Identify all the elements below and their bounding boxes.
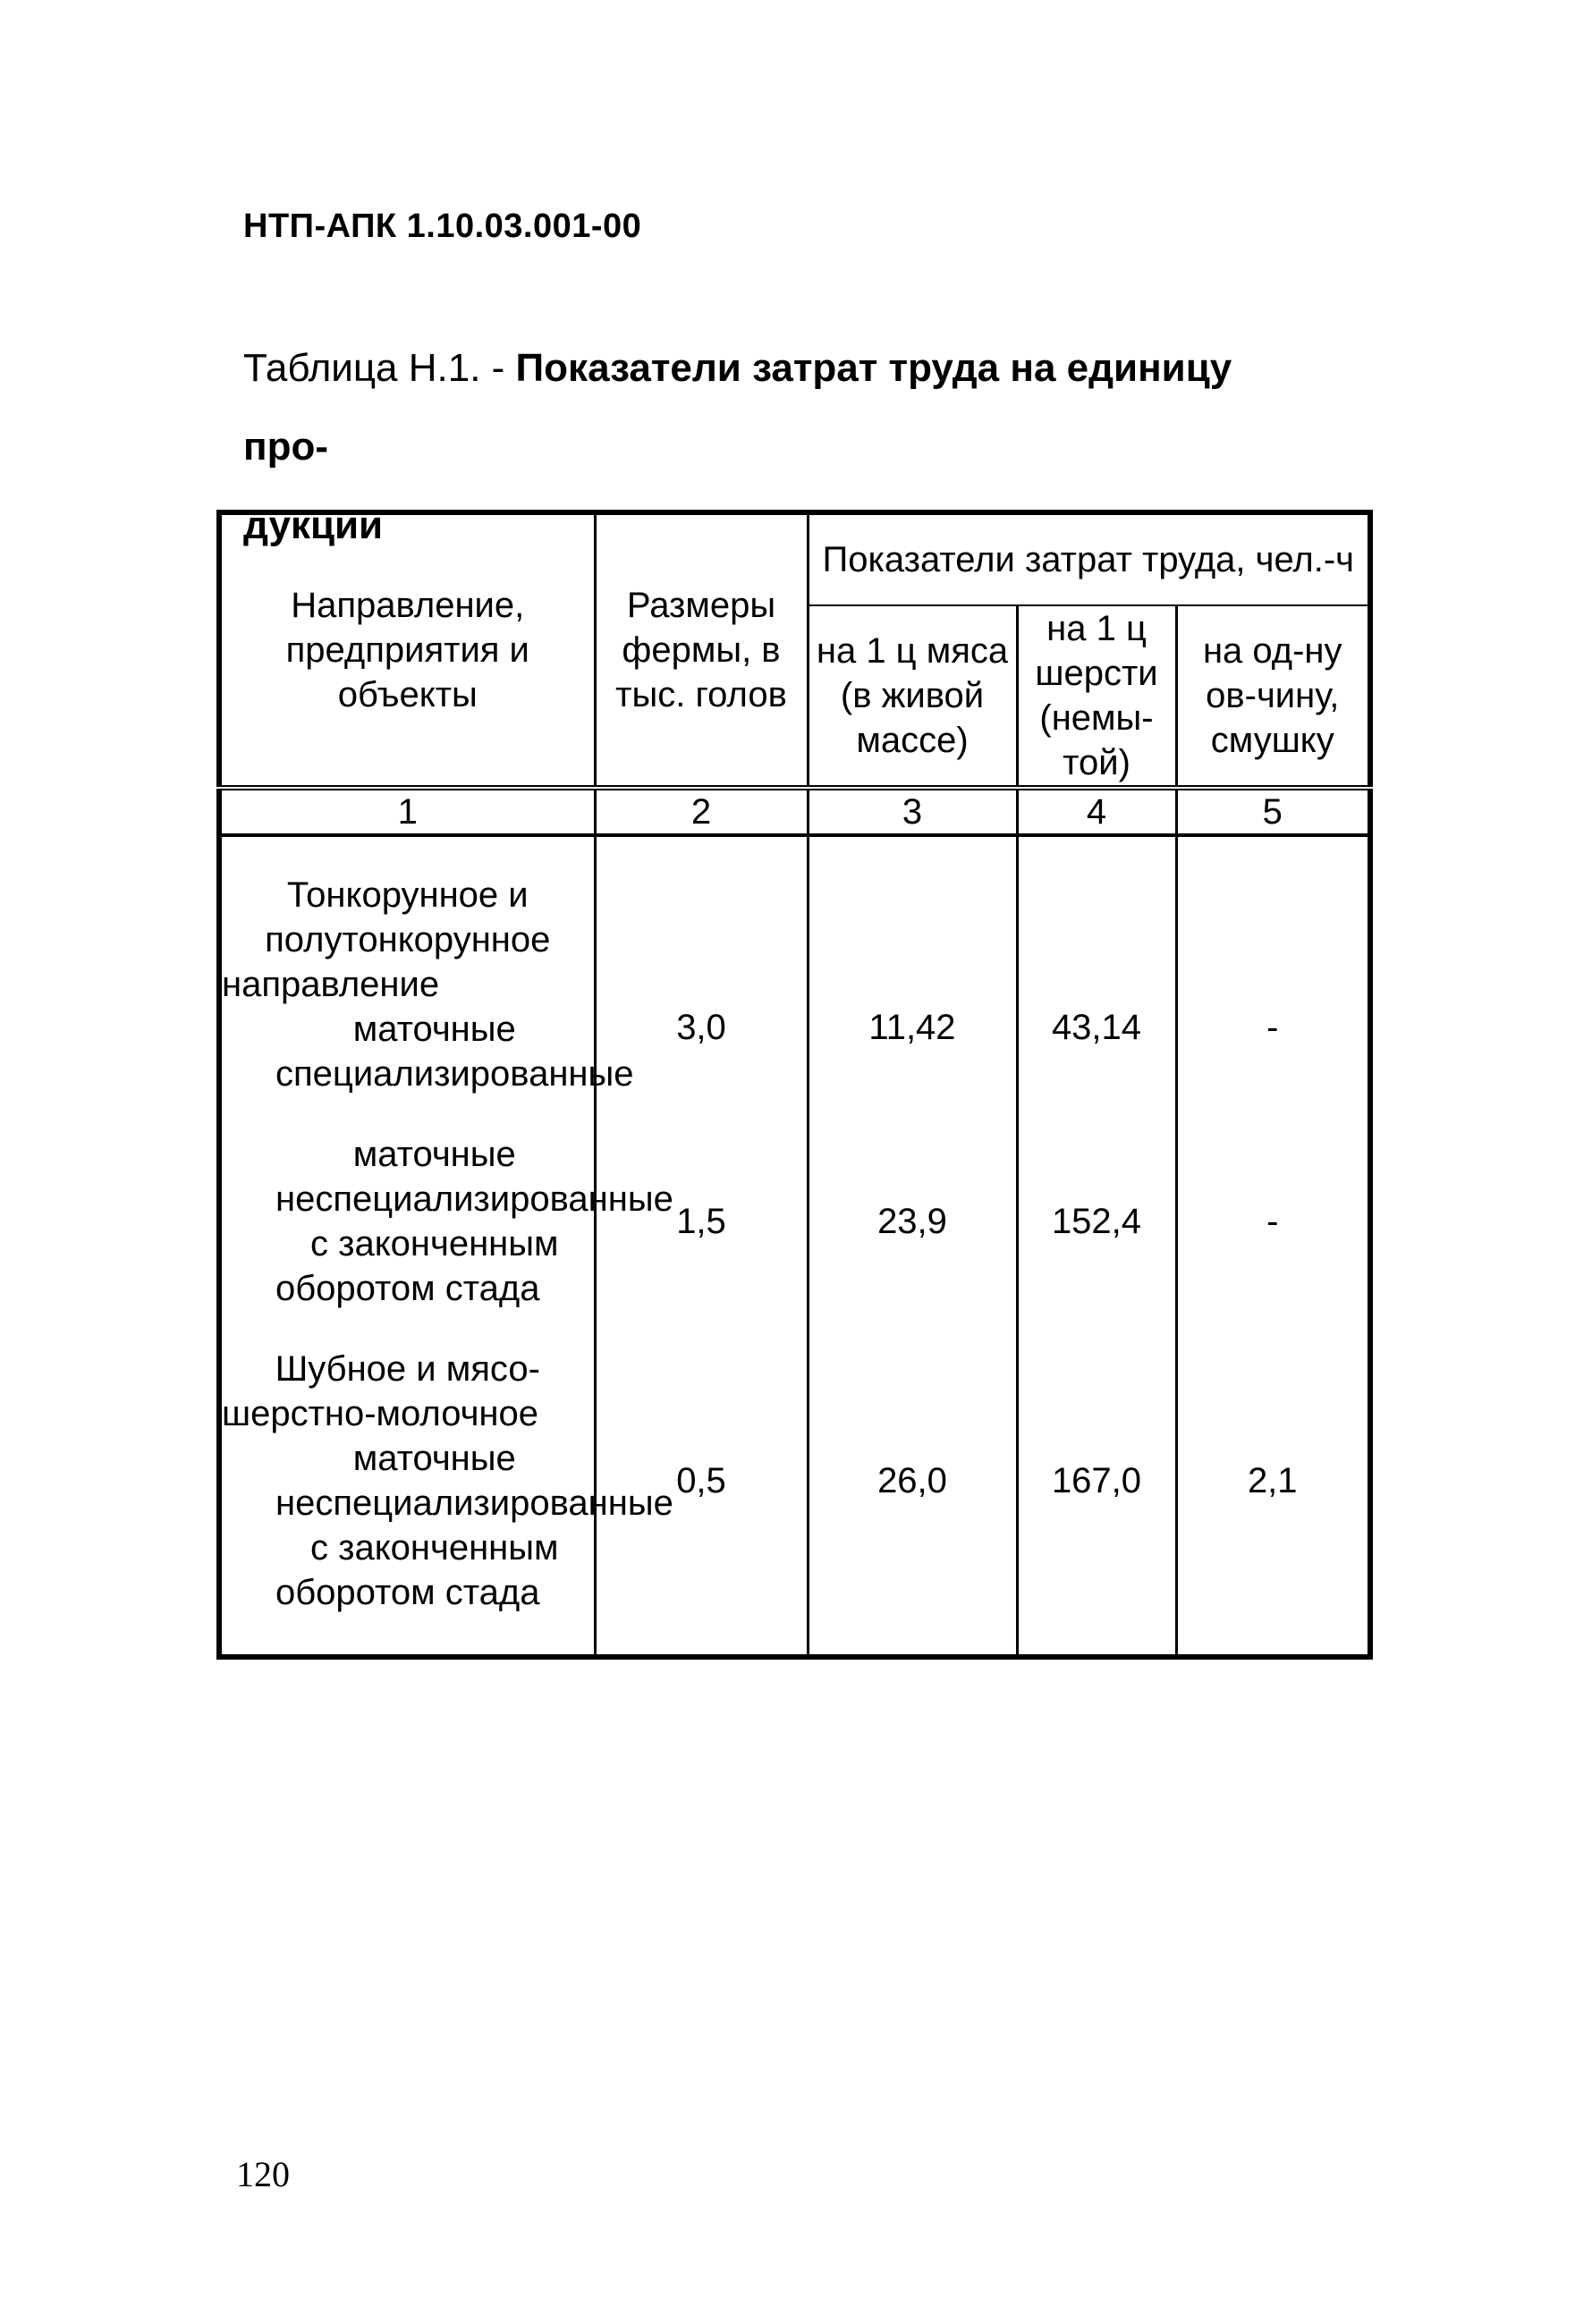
sheepskin-value: 2,1 [1176, 1347, 1370, 1615]
column-number: 3 [808, 788, 1017, 835]
group-title: Тонкорунное и полутонкорунное направление [222, 875, 551, 1004]
row-label [219, 1347, 673, 1615]
spacer-row [219, 1096, 1370, 1132]
table-row [219, 873, 1370, 1096]
header-sheepskin: на од-ну ов-чину, смушку [1176, 605, 1370, 788]
spacer-row [219, 1615, 1370, 1657]
sheepskin-value: - [1176, 873, 1370, 1096]
wool-value: 167,0 [1017, 1347, 1176, 1615]
row-name: маточные неспециализированные с законченным оборотом стада [275, 1135, 673, 1308]
header-wool: на 1 ц шерсти (немы-той) [1017, 605, 1176, 788]
labor-cost-table [216, 510, 1373, 1660]
farm-size-value: 3,0 [595, 873, 808, 1096]
row-label [219, 873, 634, 1096]
farm-size-value: 1,5 [595, 1132, 808, 1311]
column-number: 4 [1017, 788, 1176, 835]
spacer-row [219, 1311, 1370, 1347]
wool-value: 152,4 [1017, 1132, 1176, 1311]
caption-title-line1: Показатели затрат труда на единицу про- [243, 346, 1232, 469]
caption-prefix: Таблица Н.1. - [243, 346, 516, 390]
group-title: Шубное и мясо-шерстно-молочное [222, 1349, 540, 1433]
wool-value: 43,14 [1017, 873, 1176, 1096]
spacer-row [219, 835, 1370, 873]
header-meat: на 1 ц мяса (в живой массе) [808, 605, 1017, 788]
column-number: 1 [219, 788, 595, 835]
meat-value: 26,0 [808, 1347, 1017, 1615]
row-name: маточные специализированные [275, 1010, 634, 1094]
header-labor-group: Показатели затрат труда, чел.-ч [808, 512, 1370, 605]
sheepskin-value: - [1176, 1132, 1370, 1311]
page-number: 120 [236, 2154, 290, 2194]
column-number: 2 [595, 788, 808, 835]
farm-size-value: 0,5 [595, 1347, 808, 1615]
table-row [219, 1132, 1370, 1311]
meat-value: 23,9 [808, 1132, 1017, 1311]
meat-value: 11,42 [808, 873, 1017, 1096]
caption-title-line2: дукции [243, 503, 384, 547]
row-name: маточные неспециализированные с законченным оборотом стада [275, 1439, 673, 1612]
table-row [219, 1347, 1370, 1615]
row-label [219, 1132, 673, 1311]
header-direction: Направление, предприятия и объекты [219, 512, 595, 788]
document-code: НТП-АПК 1.10.03.001-00 [243, 207, 642, 245]
column-number: 5 [1176, 788, 1370, 835]
header-farm-size: Размеры фермы, в тыс. голов [595, 512, 808, 788]
